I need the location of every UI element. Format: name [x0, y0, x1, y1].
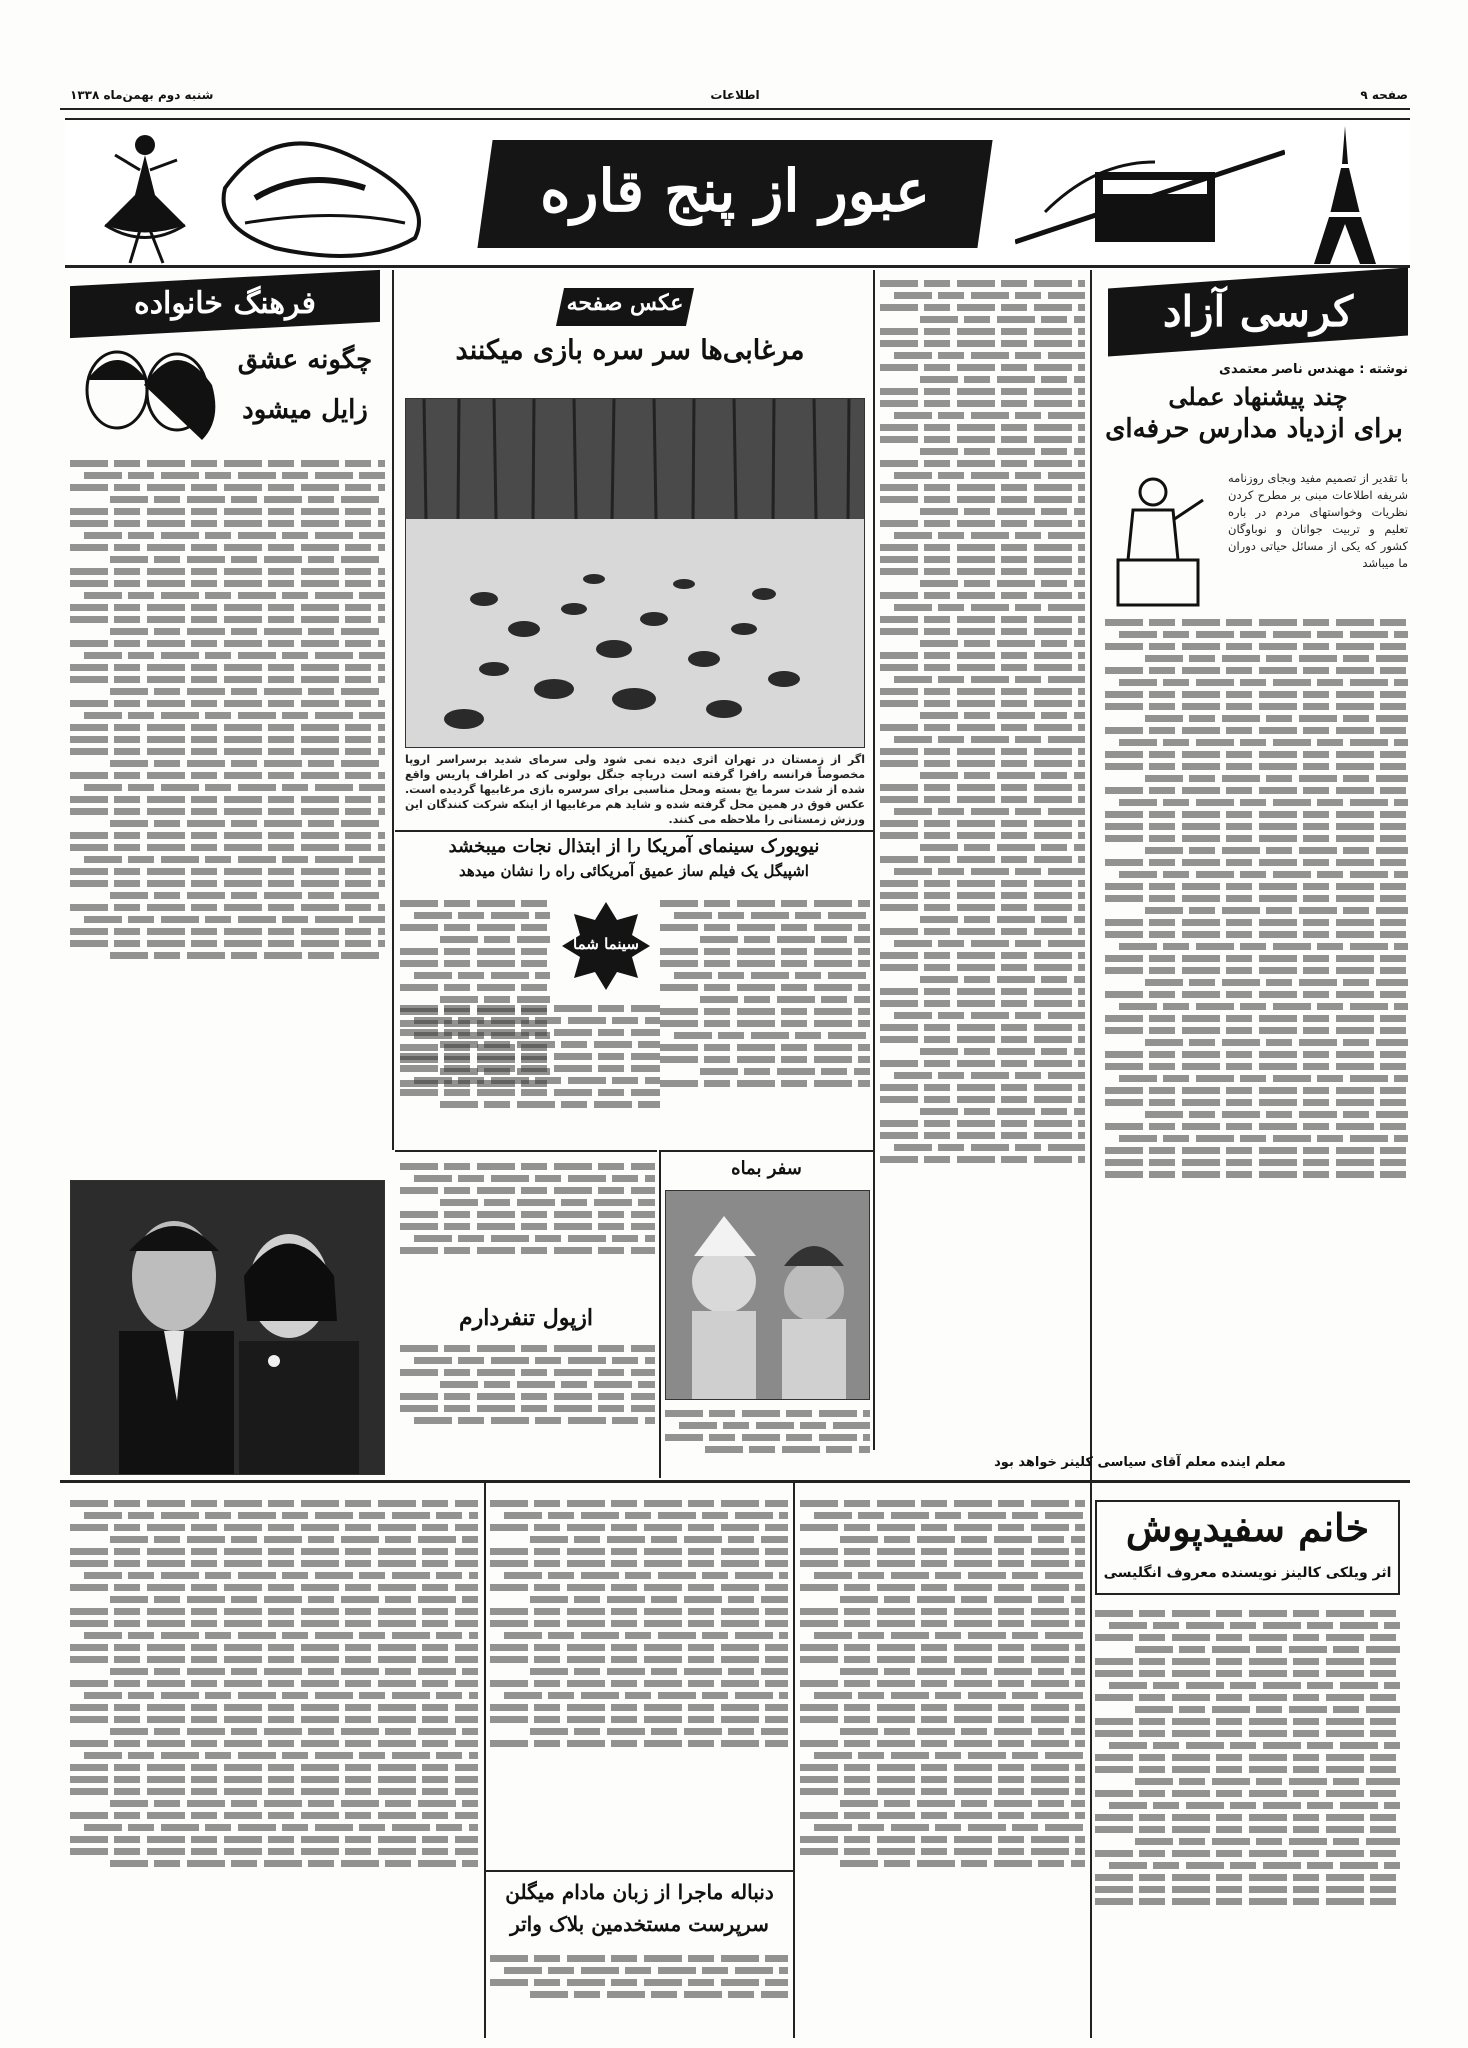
- family-title-1: چگونه عشق: [237, 345, 373, 375]
- family-article-body: [70, 455, 385, 1175]
- section-rule: [395, 830, 873, 832]
- column-rule: [873, 270, 875, 1450]
- moon-travel-photo: [665, 1190, 870, 1400]
- serial-column-2: [490, 1495, 788, 1865]
- page-number: صفحه ۹: [1360, 88, 1408, 102]
- cinema-title: نیویورک سینمای آمریکا را از ابتذال نجات میبخشد: [448, 836, 820, 857]
- khanom-body: [1095, 1605, 1400, 2035]
- book-illustration: [1015, 142, 1285, 252]
- family-section-title: فرهنگ خانواده: [133, 286, 316, 321]
- scroll-illustration: [215, 128, 445, 263]
- couple-photo: [70, 1180, 385, 1475]
- issue-date: شنبه دوم بهمن‌ماه ۱۳۳۸: [70, 88, 214, 102]
- banner-title: عبور از پنج قاره: [540, 157, 930, 225]
- serial-intro: [490, 1950, 788, 2030]
- kursi-intro: با تقدیر از تصمیم مفید وبجای روزنامه شریفه اطلاعات مبنی بر مطرح کردن نظریات وخواستهای مردم در باره تعلیم و تربیت جوانان و نوباوگان کشور که یکی از مسائل حیاتی دوران ما میباشد: [1228, 471, 1408, 570]
- serial-column-3: [70, 1495, 478, 2035]
- ducks-photo-caption: اگر از زمستان در تهران اثری دیده نمی شود ولی سرمای شدید برسراسر اروپا مخصوصاً فرانسه رافرا گرفته است دریاچه جنگل بولونی که در اطراف پاریس واقع شده از شدت سرما یخ بسته ومحل مناسبی برای سرسره بازی مرغابیها گردیده است. عکس فوق در همین محل گرفته شده و شاید هم مرغابیها از اینکه شرکت کنندگان این ورزش زمستانی را ملاحظه می کنند.: [405, 753, 865, 826]
- section-rule: [660, 1150, 873, 1152]
- serial-subtitle: سرپرست مستخدمین بلاک واتر: [510, 1912, 769, 1936]
- kursi-section-title: کرسی آزاد: [1162, 287, 1354, 336]
- azpol-intro: [400, 1158, 655, 1298]
- serial-column-1: [800, 1495, 1085, 2035]
- column-rule: [484, 1483, 486, 2038]
- photo-section-badge-text: عکس صفحه: [566, 290, 684, 316]
- eiffel-tower-icon: [1310, 124, 1380, 266]
- khanom-subtitle: اثر ویلکی کالینز نویسنده معروف انگلیسی: [1103, 1565, 1392, 1581]
- column-rule: [392, 270, 394, 1150]
- column-rule: [793, 1483, 795, 2038]
- cinema-badge-text: سینما شما: [573, 935, 639, 953]
- column-rule: [659, 1150, 661, 1478]
- azpol-title: ازپول تنفردارم: [458, 1305, 594, 1331]
- section-rule: [486, 1870, 793, 1872]
- section-banner: [65, 118, 1410, 268]
- azpol-body: [400, 1340, 655, 1470]
- kursi-title-2: برای ازدیاد مدارس حرفه‌ای: [1105, 414, 1403, 444]
- cinema-subtitle: اشپیگل یک فیلم ساز عمیق آمریکائی راه را نشان میدهد: [459, 862, 809, 880]
- cinema-body-right: [660, 895, 870, 1145]
- family-title-2: زایل میشود: [242, 395, 368, 425]
- safar-title: سفر بماه: [731, 1158, 802, 1179]
- kursi-title-1: چند پیشنهاد عملی: [1168, 382, 1348, 411]
- newspaper-name: اطلاعات: [710, 88, 760, 102]
- cinema-body-bottom: [400, 1000, 660, 1150]
- kursi-middle-column: [880, 275, 1085, 1455]
- kursi-author: نوشته : مهندس ناصر معتمدی: [1219, 362, 1408, 377]
- ducks-photo: [405, 398, 865, 748]
- section-rule: [60, 1480, 1410, 1483]
- dancer-illustration: [85, 125, 205, 265]
- column-rule: [1090, 270, 1092, 1480]
- photo-section-title: مرغابی‌ها سر سره بازی میکنند: [455, 335, 805, 366]
- kursi-article-body: [1105, 614, 1408, 1434]
- couple-illustration: [72, 340, 222, 450]
- safar-body: [665, 1405, 870, 1475]
- section-rule: [395, 1150, 657, 1152]
- column-rule: [1090, 1483, 1092, 2038]
- header-rule: [60, 108, 1410, 110]
- kursi-closing-line: معلم اینده معلم آقای سیاسی کلینر خواهد بود: [994, 1455, 1286, 1470]
- serial-title: دنباله ماجرا از زبان مادام میگلن: [505, 1880, 774, 1904]
- khanom-title: خانم سفیدپوش: [1125, 1505, 1370, 1550]
- speaker-illustration: [1108, 470, 1223, 610]
